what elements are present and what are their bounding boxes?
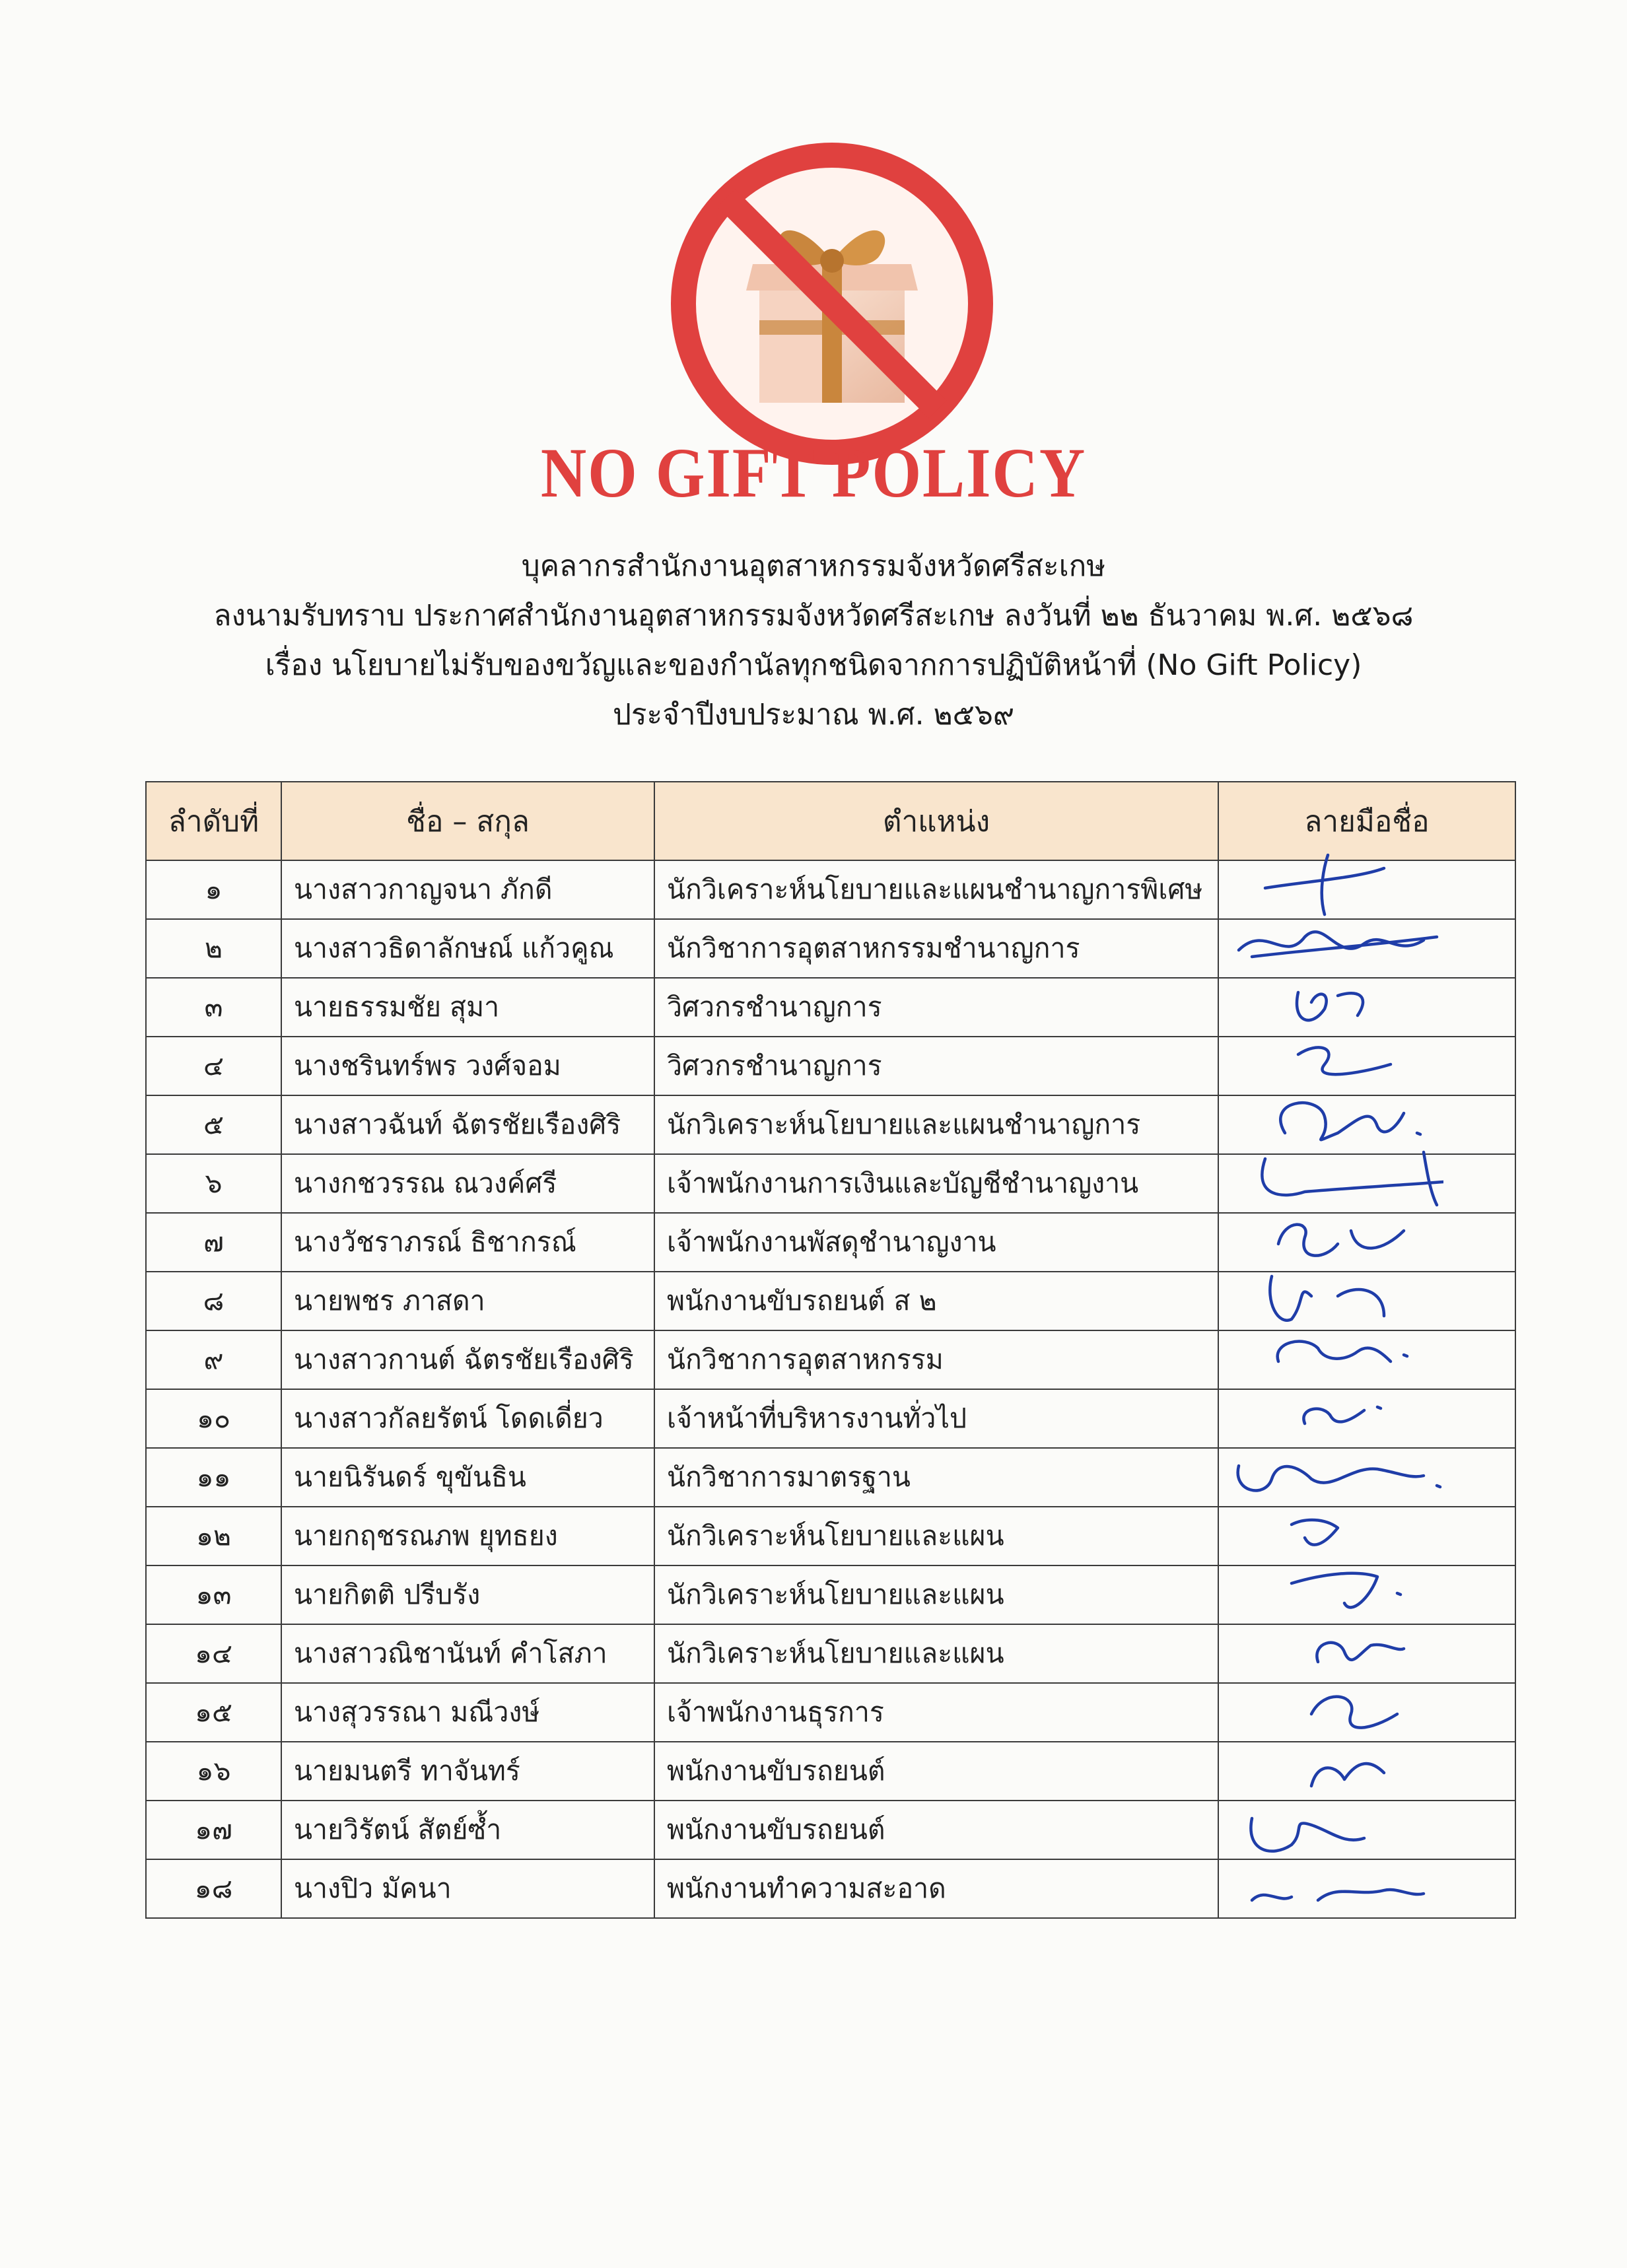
handwritten-signature — [1226, 1028, 1443, 1101]
table-row — [146, 1213, 1515, 1272]
row-position: นักวิเคราะห์นโยบายและแผนชำนาญการ — [654, 1095, 1218, 1154]
handwritten-signature — [1226, 1498, 1443, 1571]
row-position: พนักงานขับรถยนต์ — [654, 1742, 1218, 1801]
handwritten-signature — [1226, 1146, 1443, 1218]
row-number: ๕ — [146, 1095, 281, 1154]
policy-title: NO GIFT POLICY — [540, 432, 1087, 512]
handwritten-signature — [1226, 1381, 1443, 1453]
row-number: ๑๒ — [146, 1507, 281, 1565]
header-name: ชื่อ – สกุล — [281, 782, 654, 860]
handwritten-signature — [1226, 1557, 1443, 1630]
row-number: ๑๖ — [146, 1742, 281, 1801]
row-signature — [1218, 1624, 1515, 1683]
row-number: ๘ — [146, 1272, 281, 1330]
table-row — [146, 1272, 1515, 1330]
row-signature — [1218, 1095, 1515, 1154]
row-position: เจ้าพนักงานการเงินและบัญชีชำนาญงาน — [654, 1154, 1218, 1213]
table-row — [146, 1624, 1515, 1683]
row-number: ๑๘ — [146, 1859, 281, 1918]
row-number: ๙ — [146, 1330, 281, 1389]
row-signature — [1218, 1507, 1515, 1565]
row-name: นางสุวรรณา มณีวงษ์ — [281, 1683, 654, 1742]
row-number: ๑ — [146, 860, 281, 919]
row-signature — [1218, 1742, 1515, 1801]
row-name: นางปิว มัคนา — [281, 1859, 654, 1918]
row-position: นักวิเคราะห์นโยบายและแผนชำนาญการพิเศษ — [654, 860, 1218, 919]
header-signature: ลายมือชื่อ — [1218, 782, 1515, 860]
row-name: นายกฤชรณภพ ยุทธยง — [281, 1507, 654, 1565]
row-signature — [1218, 1154, 1515, 1213]
row-signature — [1218, 860, 1515, 919]
row-position: เจ้าพนักงานธุรการ — [654, 1683, 1218, 1742]
handwritten-signature — [1226, 1792, 1443, 1865]
table-row — [146, 1037, 1515, 1095]
handwritten-signature — [1226, 1674, 1443, 1747]
staff-signature-table — [145, 781, 1516, 1919]
table-row — [146, 1801, 1515, 1859]
row-name: นายนิรันดร์ ขุขันธิน — [281, 1448, 654, 1507]
row-name: นางสาวกาญจนา ภักดี — [281, 860, 654, 919]
row-position: เจ้าพนักงานพัสดุชำนาญงาน — [654, 1213, 1218, 1272]
row-position: พนักงานขับรถยนต์ ส ๒ — [654, 1272, 1218, 1330]
row-name: นางวัชราภรณ์ ธิชากรณ์ — [281, 1213, 654, 1272]
row-number: ๑๐ — [146, 1389, 281, 1448]
table-row — [146, 860, 1515, 919]
row-signature — [1218, 919, 1515, 978]
row-signature — [1218, 1801, 1515, 1859]
handwritten-signature — [1226, 1322, 1443, 1394]
row-signature — [1218, 1330, 1515, 1389]
table-row — [146, 1742, 1515, 1801]
handwritten-signature — [1226, 852, 1443, 924]
table-row — [146, 1683, 1515, 1742]
header-position: ตำแหน่ง — [654, 782, 1218, 860]
row-name: นางสาวกัลยรัตน์ โดดเดี่ยว — [281, 1389, 654, 1448]
table-row — [146, 1859, 1515, 1918]
row-number: ๑๔ — [146, 1624, 281, 1683]
row-number: ๓ — [146, 978, 281, 1037]
row-name: นายวิรัตน์ สัตย์ซ้ำ — [281, 1801, 654, 1859]
row-name: นายธรรมชัย สุมา — [281, 978, 654, 1037]
row-number: ๖ — [146, 1154, 281, 1213]
row-position: วิศวกรชำนาญการ — [654, 1037, 1218, 1095]
document-heading — [0, 541, 1627, 739]
row-position: นักวิเคราะห์นโยบายและแผน — [654, 1624, 1218, 1683]
table-row — [146, 919, 1515, 978]
table-row — [146, 1389, 1515, 1448]
handwritten-signature — [1226, 969, 1443, 1042]
table-row — [146, 1330, 1515, 1389]
row-position: พนักงานทำความสะอาด — [654, 1859, 1218, 1918]
heading-line-2: ลงนามรับทราบ ประกาศสำนักงานอุตสาหกรรมจังหวัดศรีสะเกษ ลงวันที่ ๒๒ ธันวาคม พ.ศ. ๒๕๖๘ — [213, 599, 1414, 633]
handwritten-signature — [1226, 1204, 1443, 1277]
row-number: ๗ — [146, 1213, 281, 1272]
row-signature — [1218, 1565, 1515, 1624]
row-number: ๑๕ — [146, 1683, 281, 1742]
handwritten-signature — [1226, 1733, 1443, 1806]
table-row — [146, 1565, 1515, 1624]
row-number: ๑๓ — [146, 1565, 281, 1624]
row-position: นักวิชาการอุตสาหกรรมชำนาญการ — [654, 919, 1218, 978]
row-position: นักวิเคราะห์นโยบายและแผน — [654, 1507, 1218, 1565]
row-position: เจ้าหน้าที่บริหารงานทั่วไป — [654, 1389, 1218, 1448]
row-signature — [1218, 1448, 1515, 1507]
row-position: นักวิเคราะห์นโยบายและแผน — [654, 1565, 1218, 1624]
row-signature — [1218, 1859, 1515, 1918]
row-name: นางกชวรรณ ณวงค์ศรี — [281, 1154, 654, 1213]
row-number: ๒ — [146, 919, 281, 978]
handwritten-signature — [1226, 1439, 1443, 1512]
heading-line-1: บุคลากรสำนักงานอุตสาหกรรมจังหวัดศรีสะเกษ — [521, 549, 1106, 583]
row-position: พนักงานขับรถยนต์ — [654, 1801, 1218, 1859]
heading-line-4: ประจำปีงบประมาณ พ.ศ. ๒๕๖๙ — [612, 698, 1015, 732]
header-no: ลำดับที่ — [146, 782, 281, 860]
table-row — [146, 1448, 1515, 1507]
row-name: นางสาวธิดาลักษณ์ แก้วคูณ — [281, 919, 654, 978]
handwritten-signature — [1226, 1851, 1443, 1923]
row-signature — [1218, 1683, 1515, 1742]
row-signature — [1218, 1213, 1515, 1272]
handwritten-signature — [1226, 1616, 1443, 1688]
row-name: นางชรินทร์พร วงศ์จอม — [281, 1037, 654, 1095]
table-row — [146, 1095, 1515, 1154]
row-name: นางสาวณิชานันท์ คำโสภา — [281, 1624, 654, 1683]
handwritten-signature — [1226, 1263, 1443, 1336]
handwritten-signature — [1226, 1087, 1443, 1159]
row-name: นางสาวกานต์ ฉัตรชัยเรืองศิริ — [281, 1330, 654, 1389]
row-signature — [1218, 1389, 1515, 1448]
row-name: นางสาวฉันท์ ฉัตรชัยเรืองศิริ — [281, 1095, 654, 1154]
table-row — [146, 1154, 1515, 1213]
row-number: ๑๗ — [146, 1801, 281, 1859]
table-body — [146, 860, 1515, 1918]
row-signature — [1218, 1037, 1515, 1095]
row-name: นายมนตรี ทาจันทร์ — [281, 1742, 654, 1801]
row-number: ๑๑ — [146, 1448, 281, 1507]
handwritten-signature — [1226, 911, 1443, 983]
row-signature — [1218, 978, 1515, 1037]
row-name: นายกิตติ ปรีบรัง — [281, 1565, 654, 1624]
table-row — [146, 978, 1515, 1037]
table-row — [146, 1507, 1515, 1565]
row-position: วิศวกรชำนาญการ — [654, 978, 1218, 1037]
row-position: นักวิชาการมาตรฐาน — [654, 1448, 1218, 1507]
heading-line-3: เรื่อง นโยบายไม่รับของขวัญและของกำนัลทุกชนิดจากการปฏิบัติหน้าที่ (No Gift Policy) — [265, 648, 1362, 682]
row-name: นายพชร ภาสดา — [281, 1272, 654, 1330]
row-signature — [1218, 1272, 1515, 1330]
row-number: ๔ — [146, 1037, 281, 1095]
row-position: นักวิชาการอุตสาหกรรม — [654, 1330, 1218, 1389]
table-header-row — [146, 782, 1515, 860]
no-gift-icon — [660, 132, 1004, 475]
